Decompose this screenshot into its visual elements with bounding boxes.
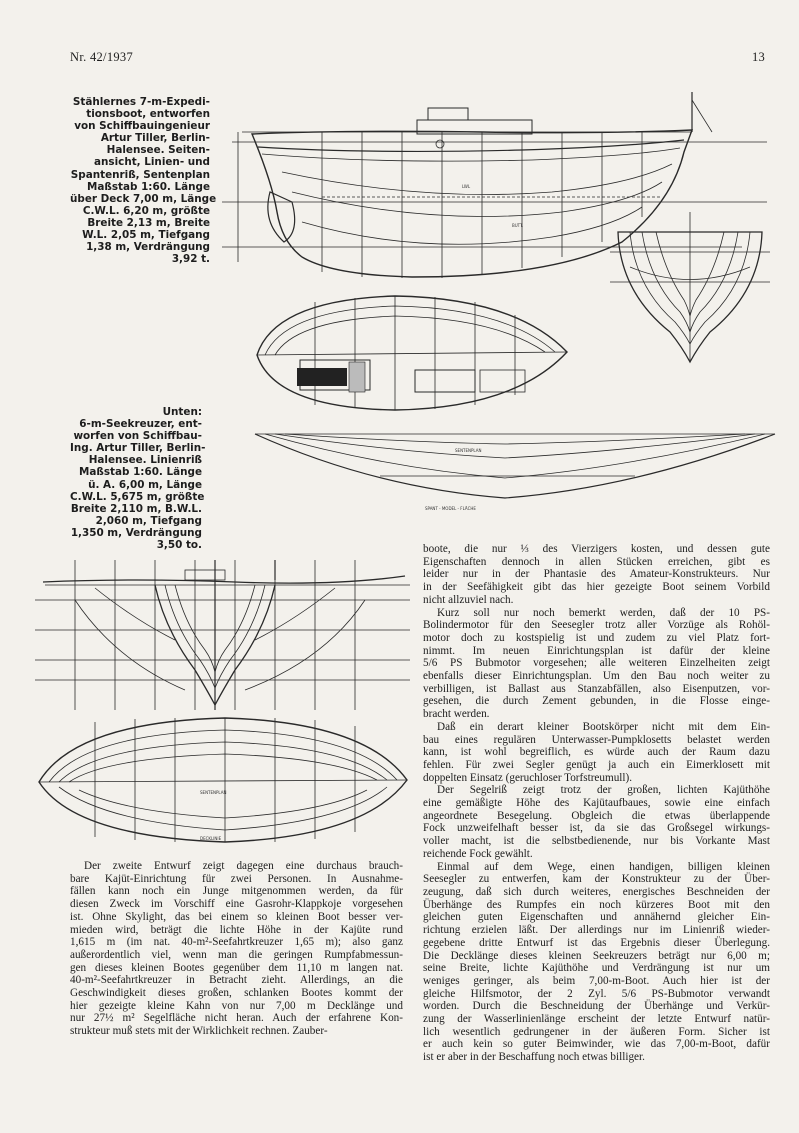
text-line: Kurz soll nur noch bemerkt werden, daß der 10 PS- — [437, 606, 770, 619]
svg-text:LWL: LWL — [462, 184, 471, 189]
seekreuzer-plan-drawing — [35, 712, 410, 857]
text-line: zeugung, daß sich durch weiteres, energisches Beschneiden der — [423, 885, 770, 898]
caption-line: 6-m-Seekreuzer, ent- — [79, 418, 202, 431]
caption-line: C.W.L. 5,675 m, größte — [70, 490, 205, 503]
sentenplan-bottom-label: SENTENPLAN — [200, 790, 227, 795]
text-line: bau eines regulären Unterwasser-Pumpklosetts belastet werden — [423, 733, 770, 746]
text-line: 40-m²-Seefahrtkreuzer in Betracht zieht. Allerdings, an die — [70, 974, 403, 987]
text-line: nimmt. Im neuen Einrichtungsplan ist dafür der kleine — [423, 644, 770, 657]
text-line: strukteur muß stets mit der Wirklichkeit rechnen. Zauber- — [70, 1025, 328, 1038]
text-line: seine Breite, lichte Kajüthöhe und Verdrängung ist nur um — [423, 962, 770, 975]
caption-line: Halensee. Seiten- — [106, 144, 210, 157]
sentenplan-top-drawing — [255, 428, 775, 518]
text-line: zung der Wasserlinienlänge erscheint der letzte Entwurf natür- — [423, 1013, 770, 1026]
article-column-left — [70, 860, 403, 1038]
text-line: ebenfalls dieser Einrichtungsplan. Um den Bau noch weiter zu — [423, 670, 770, 683]
text-line: angeordnete Besegelung. Obgleich die etwas überlappende — [423, 809, 770, 822]
text-line: worden. Durch die Beschneidung der Überhänge und Verkür- — [423, 1000, 770, 1013]
caption-line: 3,92 t. — [171, 253, 210, 266]
body-plan-drawing — [610, 212, 770, 367]
caption-line: tionsboot, entworfen — [86, 108, 210, 121]
sentenplan-label: SENTENPLAN — [455, 448, 482, 453]
text-line: doppelten Einsatz (geruchloser Torfstreumull). — [423, 771, 633, 784]
text-line: diesen Zweck im Vorschiff eine Gasrohr-Klappkoje vorgesehen — [70, 898, 403, 911]
text-line: gen dieses kleinen Bootes gegenüber dem 11,10 m langen nat. — [70, 961, 403, 974]
text-line: reichende Fock gewählt. — [423, 847, 533, 860]
text-line: Eigenschaften dennoch in allen Stücken erreichen, gibt es — [423, 555, 770, 568]
text-line: bare Kajüt-Einrichtung für zwei Personen. In Ausnahme- — [70, 872, 403, 885]
text-line: Daß ein derart kleiner Bootskörper nicht mit dem Ein- — [437, 720, 770, 733]
caption-seekreuzer — [70, 406, 206, 552]
text-line: lich wesentlich gedrungener in der äußeren Form. Sicher ist — [423, 1025, 770, 1038]
text-line: er auch kein so guter Beimwinder, wie das 7,00-m-Boot, dafür — [423, 1038, 770, 1051]
caption-line: Breite 2,13 m, Breite — [87, 216, 210, 229]
caption-line: C.W.L. 6,20 m, größte — [82, 204, 210, 217]
text-line: Die Decklänge dieses kleinen Seekreuzers beträgt nur 6,00 m; — [423, 949, 770, 962]
text-line: gesehen, die durch Zement gebunden, in die Flosse einge- — [423, 695, 770, 708]
seekreuzer-lines-drawing — [35, 560, 410, 710]
text-line: hier gezeigte kleine Kahn von nur 7,00 m Decklänge und — [70, 999, 403, 1012]
text-line: Seesegler zu entwerfen, kam der Konstrukteur zu der Über- — [423, 873, 770, 886]
text-line: fällen kann noch ein Junge mitgenommen werden, da für — [70, 885, 403, 898]
text-line: voller macht, ist die selbstbedienende, nur bis Vorkante Mast — [423, 835, 770, 848]
text-line: kann, ist wohl begreiflich, es würde auch der Raum dazu — [423, 746, 770, 759]
text-line: nicht allzuviel nach. — [423, 593, 514, 606]
text-line: ist. Ohne Skylight, das bei einem so kleinen Boot besser ver- — [70, 910, 403, 923]
text-line: leider nur in der Phantasie des Amateur-Konstrukteurs. Nur — [423, 568, 770, 581]
caption-line: Stählernes 7-m-Expedi- — [72, 96, 210, 108]
text-line: Der zweite Entwurf zeigt dagegen eine durchaus brauch- — [84, 860, 403, 872]
caption-line: Unten: — [162, 406, 202, 418]
text-line: 1,615 m (im nat. 40-m²-Seefahrtkreuzer 1,65 m); also ganz — [70, 936, 403, 949]
text-line: in der Seefähigkeit gibt das hier gezeigte Boot seinem Vorbild — [423, 581, 770, 594]
text-line: ist er aber in der Beschaffung noch etwas billiger. — [423, 1051, 645, 1064]
page-number: 13 — [752, 50, 766, 64]
spant-label: SPANT - MODEL - FLÄCHE — [425, 506, 476, 511]
caption-line: Halensee. Linienriß — [88, 454, 202, 467]
caption-line: Maßstab 1:60. Länge — [79, 466, 202, 479]
caption-expedition-boat — [70, 96, 217, 266]
caption-line: von Schiffbauingenieur — [74, 120, 210, 133]
text-line: außerordentlich viel, wenn man die geringen Rumpfabmessun- — [70, 948, 403, 961]
text-line: gleichen guten Eigenschaften und annähernd gleicher Ein- — [423, 911, 770, 924]
text-line: verbilligen, ist Ballast aus Stanzabfällen, also Eisenputzen, vor- — [423, 682, 770, 695]
caption-line: Spantenriß, Sentenplan — [70, 168, 210, 181]
plan-view-drawing — [255, 290, 570, 415]
issue-number: Nr. 42/1937 — [70, 50, 134, 64]
text-line: eine gemäßigte Höhe des Kajütaufbaues, sowie eine einfach — [423, 797, 770, 810]
caption-line: Breite 2,110 m, B.W.L. — [70, 502, 202, 515]
article-column-right — [423, 543, 770, 1064]
caption-line: Maßstab 1:60. Länge — [87, 180, 210, 193]
text-line: Der Segelriß zeigt trotz der großen, lichten Kajüthöhe — [437, 784, 770, 797]
caption-line: worfen von Schiffbau- — [73, 430, 202, 443]
caption-line: über Deck 7,00 m, Länge — [70, 192, 217, 205]
caption-line: Ing. Artur Tiller, Berlin- — [70, 442, 206, 455]
caption-line: Artur Tiller, Berlin- — [100, 132, 210, 145]
caption-line: ansicht, Linien- und — [94, 156, 210, 169]
text-line: boote, die nur ⅓ des Vierzigers kosten, und dessen gute — [423, 543, 770, 555]
caption-line: ü. A. 6,00 m, Länge — [88, 478, 202, 491]
text-line: gegebene dritte Entwurf ist das Ergebnis dieser Überlegung. — [423, 936, 770, 949]
text-line: fehlen. Für zwei Segler genügt ja auch ein Eimerklosett mit — [423, 758, 770, 771]
caption-line: 1,350 m, Verdrängung — [70, 526, 202, 539]
text-line: Bolindermotor für den Seesegler trotz aller Vorzüge als Rohöl- — [423, 619, 770, 632]
text-line: Überhänge des Rumpfes ein noch kürzeres Boot mit den — [423, 898, 770, 911]
text-line: gleiche Hilfsmotor, der 2 Zyl. 5/6 PS-Bubmotor verwandt — [423, 987, 770, 1000]
text-line: bracht werden. — [423, 708, 490, 721]
caption-line: 1,38 m, Verdrängung — [86, 241, 210, 254]
caption-line: 3,50 to. — [156, 539, 202, 552]
svg-text:BUTT.: BUTT. — [512, 223, 524, 228]
text-line: weniges geringer, als beim 7,00-m-Boot. Auch hier ist der — [423, 974, 770, 987]
caption-line: W.L. 2,05 m, Tiefgang — [82, 229, 210, 242]
text-line: richtung erzielen läßt. Der allerdings nur im Linienriß wieder- — [423, 924, 770, 937]
text-line: Einmal auf dem Wege, einen handigen, billigen kleinen — [437, 860, 770, 873]
caption-line: 2,060 m, Tiefgang — [95, 514, 202, 527]
text-line: Geschwindigkeit dieses großen, schlanken Bootes kommt der — [70, 987, 403, 1000]
deck-label: DECKLINIE — [200, 836, 222, 841]
text-line: 5/6 PS Bubmotor vorgesehen; alle weiteren Einzelheiten zeigt — [423, 657, 770, 670]
text-line: motor doch zu kostspielig ist und zudem zu viel Platz fort- — [423, 631, 770, 644]
text-line: nur 27½ m² Segelfläche nicht heran. Auch der erfahrene Kon- — [70, 1012, 403, 1025]
text-line: Fock unzweifelhaft besser ist, da sie das Großsegel wirkungs- — [423, 822, 770, 835]
text-line: mieden wird, beträgt die lichte Höhe in der Kajüte rund — [70, 923, 403, 936]
